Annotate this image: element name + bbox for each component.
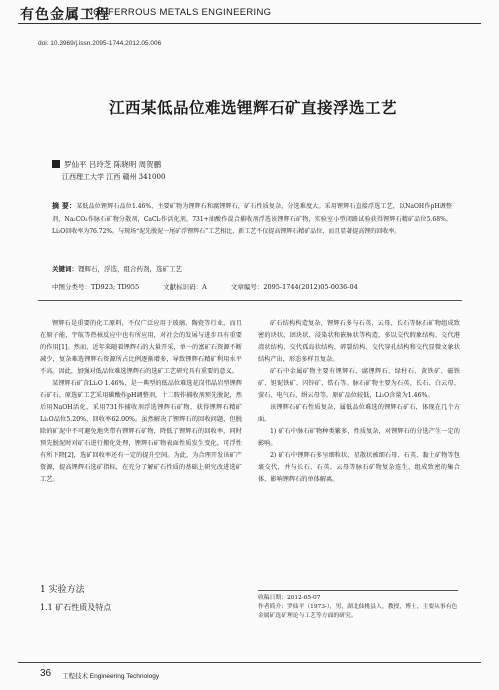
clc-number: 中图分类号：TD923; TD955	[52, 283, 140, 291]
paragraph: 某锂辉石矿含Li₂O 1.46%，是一典型的低品位难选花岗伟晶岩型锂辉石矿石。原选矿工艺采用碳酸作pH调整剂，十二胺作捕收剂预先脱泥，然后用NaOH活化，采用731作捕收剂浮选锂辉石矿物，获得锂辉石精矿Li₂O品位5.20%，回收率62.00%。虽然解决了锂辉石的回收问题，但脱除的矿泥中不可避免地夹带有锂辉石矿物，降低了锂辉石的回收率，同时预先脱泥时对矿石进行搬化处理，锂辉石矿物表面性质发生变化，可浮性有所下降[2]，选矿回收率还有一定的提升空间。为此，为合理开发该矿产资源，提高锂辉石选矿指标，在充分了解矿石性质的基础上研究改进选矿工艺。	[40, 380, 242, 483]
received-info	[258, 590, 458, 621]
body-left-column	[40, 318, 242, 486]
author-bio: 作者简介：罗仙平（1973-），男，湖北仙桃县人，教授，博士，主要从事有色金属矿选矿理论与工艺等方面的研究。	[258, 604, 458, 619]
keywords-text: 锂辉石，浮选，组合药剂，选矿工艺	[78, 265, 182, 273]
journal-logo: 有色金属工程	[20, 7, 110, 23]
subsection-heading: 1.1 矿石性质及特点	[40, 603, 112, 612]
abstract-text: 某低品位锂辉石品位1.46%，主要矿物为锂辉石和腐锂辉石，矿石性质复杂，分选难度大。采用锂辉石直接浮选工艺，以NaOH作pH调整剂，Na₂CO₃作脉石矿物分散剂，CaCl₂作活化剂，731+油酸作混合捕收剂浮选该锂辉石矿物，实验室小型闭路试验获得锂辉石精矿品位5.68%，Li₂O回收率为76.72%。与现场“泥先脱泥一尾矿浮锂辉石”工艺相比，新工艺不仅提高锂辉石精矿品位，而且显著提高锂的回收率。	[52, 203, 452, 235]
paragraph: 矿石中金属矿物主要有锂辉石、腐锂辉石、绿柱石、黄铁矿、磁铁矿、钽铌铁矿、闪锌矿、锆石等。脉石矿物主要为石英、长石、白云母、萤石、电气石、绢云母等。原矿品位较低，Li₂O含量为1.46%。	[258, 368, 460, 399]
paragraph: 2) 矿石中锂辉石多呈细粒状、星散状被细石母、石英、黏土矿物等包裹交代，并与长石、石英、云母等脉石矿物复杂连生，组成致密的集合体，影响锂辉石的单体解离。	[258, 452, 460, 483]
article-number: 文章编号：2095-1744(2012)05-0036-04	[230, 283, 358, 291]
paragraph: 该锂辉石矿石性质复杂，属低品位难选的锂辉石矿石，体现在几个方面。	[258, 404, 460, 423]
affiliation: 江西理工大学 江西 赣州 341000	[62, 173, 166, 181]
authors	[52, 159, 161, 170]
body-right-column	[258, 318, 460, 486]
keywords	[52, 264, 182, 273]
footer-section: 工程技术 Engineering Technology	[62, 673, 160, 680]
abstract	[52, 200, 452, 239]
abstract-label: 摘 要：	[52, 201, 77, 210]
doc-code: 文献标识码：A	[163, 283, 207, 291]
paragraph: 锂辉石是重要的化工原料，不仅广泛应用于玻璃、陶瓷等行业，而且在原子能、宇航等热核反应中也有所应用，对社会的发展与进步具有重要的作用[1]。然而，近年来随着锂辉石的大量开采，单一的富矿石资源不断减少，复杂难选锂辉石资源所占比例逐渐增多，导致锂辉石精矿利用水平不高。因此，加强对低品位难选锂辉石的选矿工艺研究具有重要的意义。	[40, 320, 242, 375]
keywords-label: 关键词：	[52, 265, 78, 273]
doi[interactable]: doi: 10.3969/j.issn.2095-1744.2012.05.006	[38, 40, 162, 47]
paragraph: 矿石结构构造复杂，锂辉石多与石英、云母、长石等脉石矿物组成致密的块状、团块状、浸染状和嵌脉状等构造，多以交代假象结构、交代港湾状结构、交代孤岛状结构、碎裂结构、交代穿孔结构和交代显微文象状结构产出，形态多样且复杂。	[258, 320, 460, 363]
classification-line	[52, 282, 452, 291]
paper-title: 江西某低品位难选锂辉石矿直接浮选工艺	[108, 98, 397, 117]
divider	[38, 300, 462, 301]
page-number: 36	[40, 668, 52, 679]
received-date: 收稿日期：2012-05-07	[258, 595, 321, 601]
section-heading: 1 实验方法	[40, 585, 85, 595]
journal-name: NONFERROUS METALS ENGINEERING	[86, 7, 272, 18]
footer-rule	[18, 662, 481, 663]
author-names: 罗仙平 吕玲芝 陈晓明 周贺鹏	[64, 160, 162, 169]
header-rule	[18, 23, 481, 24]
paragraph: 1) 矿石中脉石矿物种类繁多，性质复杂，对锂辉石的分选产生一定的影响。	[258, 428, 460, 447]
author-marker-icon	[52, 160, 60, 168]
